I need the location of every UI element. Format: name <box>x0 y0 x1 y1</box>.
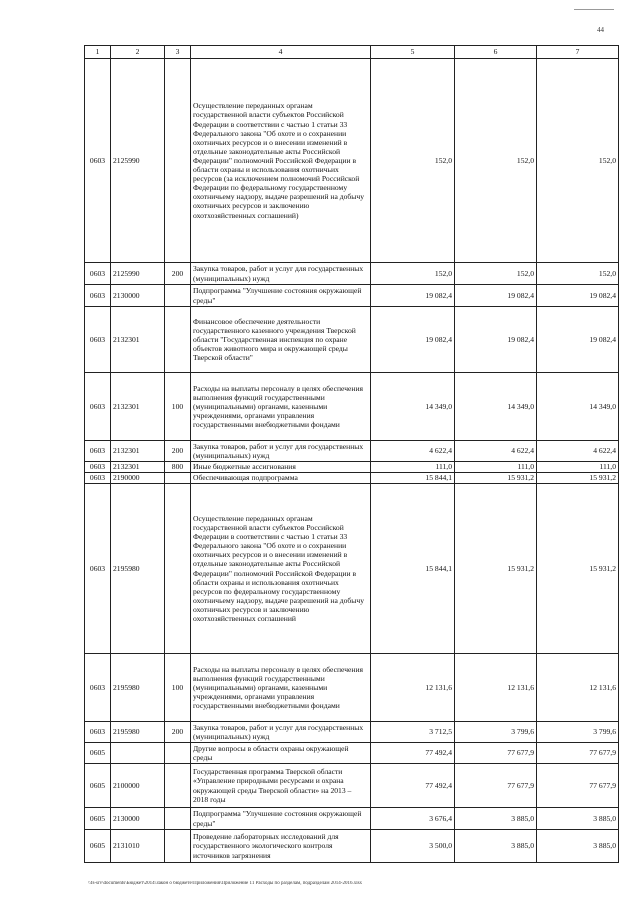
amount-2016-cell: 77 677,9 <box>537 764 619 808</box>
amount-2014-cell: 77 492,4 <box>371 743 455 764</box>
amount-2014-cell: 12 131,6 <box>371 654 455 722</box>
amount-2014-cell: 152,0 <box>371 263 455 285</box>
amount-2015-cell: 12 131,6 <box>455 654 537 722</box>
target-item-cell: 2190000 <box>111 473 165 484</box>
target-item-cell <box>111 743 165 764</box>
amount-2016-cell: 77 677,9 <box>537 743 619 764</box>
section-code-cell: 0603 <box>85 373 111 441</box>
target-item-cell: 2132301 <box>111 441 165 462</box>
amount-2015-cell: 4 622,4 <box>455 441 537 462</box>
amount-2015-cell: 15 931,2 <box>455 473 537 484</box>
section-code-cell: 0603 <box>85 59 111 263</box>
table-row <box>85 484 619 654</box>
amount-2015-cell: 152,0 <box>455 59 537 263</box>
amount-2014-cell: 3 500,0 <box>371 830 455 863</box>
expense-type-cell <box>165 830 191 863</box>
amount-2014-cell: 77 492,4 <box>371 764 455 808</box>
expense-type-cell <box>165 764 191 808</box>
table-row <box>85 441 619 462</box>
column-header: 5 <box>371 46 455 59</box>
amount-2016-cell: 3 885,0 <box>537 830 619 863</box>
table-row <box>85 722 619 743</box>
target-item-cell: 2195980 <box>111 484 165 654</box>
description-cell: Закупка товаров, работ и услуг для государственных (муниципальных) нужд <box>191 263 371 285</box>
file-path-footer: \\fs-srv\documents\Бюджет\2014\Закон о бюджете\Приложения\Приложение 11 Расходы по разделам, подразделам 2014-2016.xlsx <box>88 881 363 886</box>
expense-type-cell: 200 <box>165 263 191 285</box>
amount-2014-cell: 15 844,1 <box>371 473 455 484</box>
amount-2014-cell: 111,0 <box>371 462 455 473</box>
column-header: 4 <box>191 46 371 59</box>
expense-type-cell <box>165 59 191 263</box>
table-row <box>85 830 619 863</box>
table-row <box>85 307 619 373</box>
table-header-row <box>85 46 619 59</box>
expense-type-cell: 800 <box>165 462 191 473</box>
column-header: 7 <box>537 46 619 59</box>
section-code-cell: 0603 <box>85 722 111 743</box>
table-row <box>85 373 619 441</box>
description-cell: Подпрограмма "Улучшение состояния окружающей среды" <box>191 808 371 830</box>
table-row <box>85 59 619 263</box>
amount-2016-cell: 14 349,0 <box>537 373 619 441</box>
amount-2015-cell: 152,0 <box>455 263 537 285</box>
amount-2015-cell: 15 931,2 <box>455 484 537 654</box>
section-code-cell: 0603 <box>85 307 111 373</box>
amount-2015-cell: 14 349,0 <box>455 373 537 441</box>
amount-2015-cell: 77 677,9 <box>455 743 537 764</box>
section-code-cell: 0603 <box>85 285 111 307</box>
amount-2015-cell: 111,0 <box>455 462 537 473</box>
column-header: 2 <box>111 46 165 59</box>
header-rule <box>574 9 614 10</box>
expense-type-cell: 100 <box>165 373 191 441</box>
section-code-cell: 0605 <box>85 808 111 830</box>
expense-type-cell <box>165 285 191 307</box>
expense-type-cell: 200 <box>165 441 191 462</box>
target-item-cell: 2195980 <box>111 722 165 743</box>
amount-2015-cell: 3 799,6 <box>455 722 537 743</box>
expense-type-cell <box>165 473 191 484</box>
description-cell: Осуществление переданных органам государственной власти субъектов Российской Федерации в соответствии с частью 1 статьи 33 Федерального закона "Об охоте и о сохранении охотничьих ресурсов и о внесении изменений в отдельные законодательные акты Российской Федерации" полномочий Российской Федерации в области охраны и использования охотничьих ресурсов (за исключением полномочий Российской Федерации по федеральному государственному охотничьему надзору, выдаче разрешений на добычу охотничьих ресурсов и заключению охотхозяйственных соглашений) <box>191 59 371 263</box>
budget-table <box>84 45 619 863</box>
target-item-cell: 2132301 <box>111 462 165 473</box>
amount-2014-cell: 14 349,0 <box>371 373 455 441</box>
description-cell: Иные бюджетные ассигнования <box>191 462 371 473</box>
amount-2016-cell: 152,0 <box>537 59 619 263</box>
description-cell: Закупка товаров, работ и услуг для государственных (муниципальных) нужд <box>191 441 371 462</box>
table-row <box>85 654 619 722</box>
section-code-cell: 0603 <box>85 263 111 285</box>
target-item-cell: 2131010 <box>111 830 165 863</box>
target-item-cell: 2125990 <box>111 59 165 263</box>
amount-2015-cell: 3 885,0 <box>455 830 537 863</box>
target-item-cell: 2132301 <box>111 307 165 373</box>
amount-2014-cell: 19 082,4 <box>371 285 455 307</box>
section-code-cell: 0603 <box>85 484 111 654</box>
expense-type-cell: 100 <box>165 654 191 722</box>
amount-2015-cell: 19 082,4 <box>455 307 537 373</box>
section-code-cell: 0603 <box>85 473 111 484</box>
amount-2015-cell: 3 885,0 <box>455 808 537 830</box>
table-row <box>85 263 619 285</box>
amount-2014-cell: 3 712,5 <box>371 722 455 743</box>
description-cell: Государственная программа Тверской области «Управление природными ресурсами и охрана окружающей среды Тверской области» на 2013 – 2018 годы <box>191 764 371 808</box>
section-code-cell: 0605 <box>85 743 111 764</box>
section-code-cell: 0603 <box>85 654 111 722</box>
description-cell: Расходы на выплаты персоналу в целях обеспечения выполнения функций государственными (муниципальными) органами, казенными учреждениями, органами управления государственными внебюджетными фондами <box>191 373 371 441</box>
target-item-cell: 2132301 <box>111 373 165 441</box>
amount-2016-cell: 12 131,6 <box>537 654 619 722</box>
expense-type-cell <box>165 484 191 654</box>
amount-2016-cell: 111,0 <box>537 462 619 473</box>
target-item-cell: 2130000 <box>111 285 165 307</box>
description-cell: Финансовое обеспечение деятельности государственного казенного учреждения Тверской области "Государственная инспекция по охране объектов животного мира и окружающей среды Тверской области" <box>191 307 371 373</box>
table-row <box>85 743 619 764</box>
amount-2014-cell: 15 844,1 <box>371 484 455 654</box>
amount-2015-cell: 77 677,9 <box>455 764 537 808</box>
amount-2016-cell: 19 082,4 <box>537 285 619 307</box>
amount-2016-cell: 3 885,0 <box>537 808 619 830</box>
description-cell: Расходы на выплаты персоналу в целях обеспечения выполнения функций государственными (муниципальными) органами, казенными учреждениями, органами управления государственными внебюджетными фондами <box>191 654 371 722</box>
description-cell: Проведение лабораторных исследований для государственного экологического контроля источников загрязнения <box>191 830 371 863</box>
section-code-cell: 0605 <box>85 830 111 863</box>
page-number: 44 <box>597 26 604 34</box>
amount-2014-cell: 19 082,4 <box>371 307 455 373</box>
amount-2015-cell: 19 082,4 <box>455 285 537 307</box>
description-cell: Обеспечивающая подпрограмма <box>191 473 371 484</box>
description-cell: Закупка товаров, работ и услуг для государственных (муниципальных) нужд <box>191 722 371 743</box>
column-header: 1 <box>85 46 111 59</box>
amount-2016-cell: 15 931,2 <box>537 484 619 654</box>
amount-2014-cell: 152,0 <box>371 59 455 263</box>
column-header: 3 <box>165 46 191 59</box>
table-row <box>85 462 619 473</box>
description-cell: Другие вопросы в области охраны окружающей среды <box>191 743 371 764</box>
target-item-cell: 2125990 <box>111 263 165 285</box>
section-code-cell: 0605 <box>85 764 111 808</box>
target-item-cell: 2100000 <box>111 764 165 808</box>
description-cell: Подпрограмма "Улучшение состояния окружающей среды" <box>191 285 371 307</box>
expense-type-cell <box>165 307 191 373</box>
amount-2014-cell: 3 676,4 <box>371 808 455 830</box>
section-code-cell: 0603 <box>85 441 111 462</box>
amount-2016-cell: 19 082,4 <box>537 307 619 373</box>
amount-2016-cell: 3 799,6 <box>537 722 619 743</box>
table-row <box>85 285 619 307</box>
table-row <box>85 473 619 484</box>
amount-2014-cell: 4 622,4 <box>371 441 455 462</box>
target-item-cell: 2130000 <box>111 808 165 830</box>
amount-2016-cell: 4 622,4 <box>537 441 619 462</box>
section-code-cell: 0603 <box>85 462 111 473</box>
expense-type-cell: 200 <box>165 722 191 743</box>
table-row <box>85 764 619 808</box>
amount-2016-cell: 152,0 <box>537 263 619 285</box>
amount-2016-cell: 15 931,2 <box>537 473 619 484</box>
column-header: 6 <box>455 46 537 59</box>
table-row <box>85 808 619 830</box>
expense-type-cell <box>165 808 191 830</box>
expense-type-cell <box>165 743 191 764</box>
description-cell: Осуществление переданных органам государственной власти субъектов Российской Федерации в соответствии с частью 1 статьи 33 Федерального закона "Об охоте и о сохранении охотничьих ресурсов и о внесении изменений в отдельные законодательные акты Российской Федерации" полномочий Российской Федерации в области охраны и использования охотничьих ресурсов по федеральному государственному охотничьему надзору, выдаче разрешений на добычу охотничьих ресурсов и заключению охотхозяйственных соглашений <box>191 484 371 654</box>
target-item-cell: 2195980 <box>111 654 165 722</box>
